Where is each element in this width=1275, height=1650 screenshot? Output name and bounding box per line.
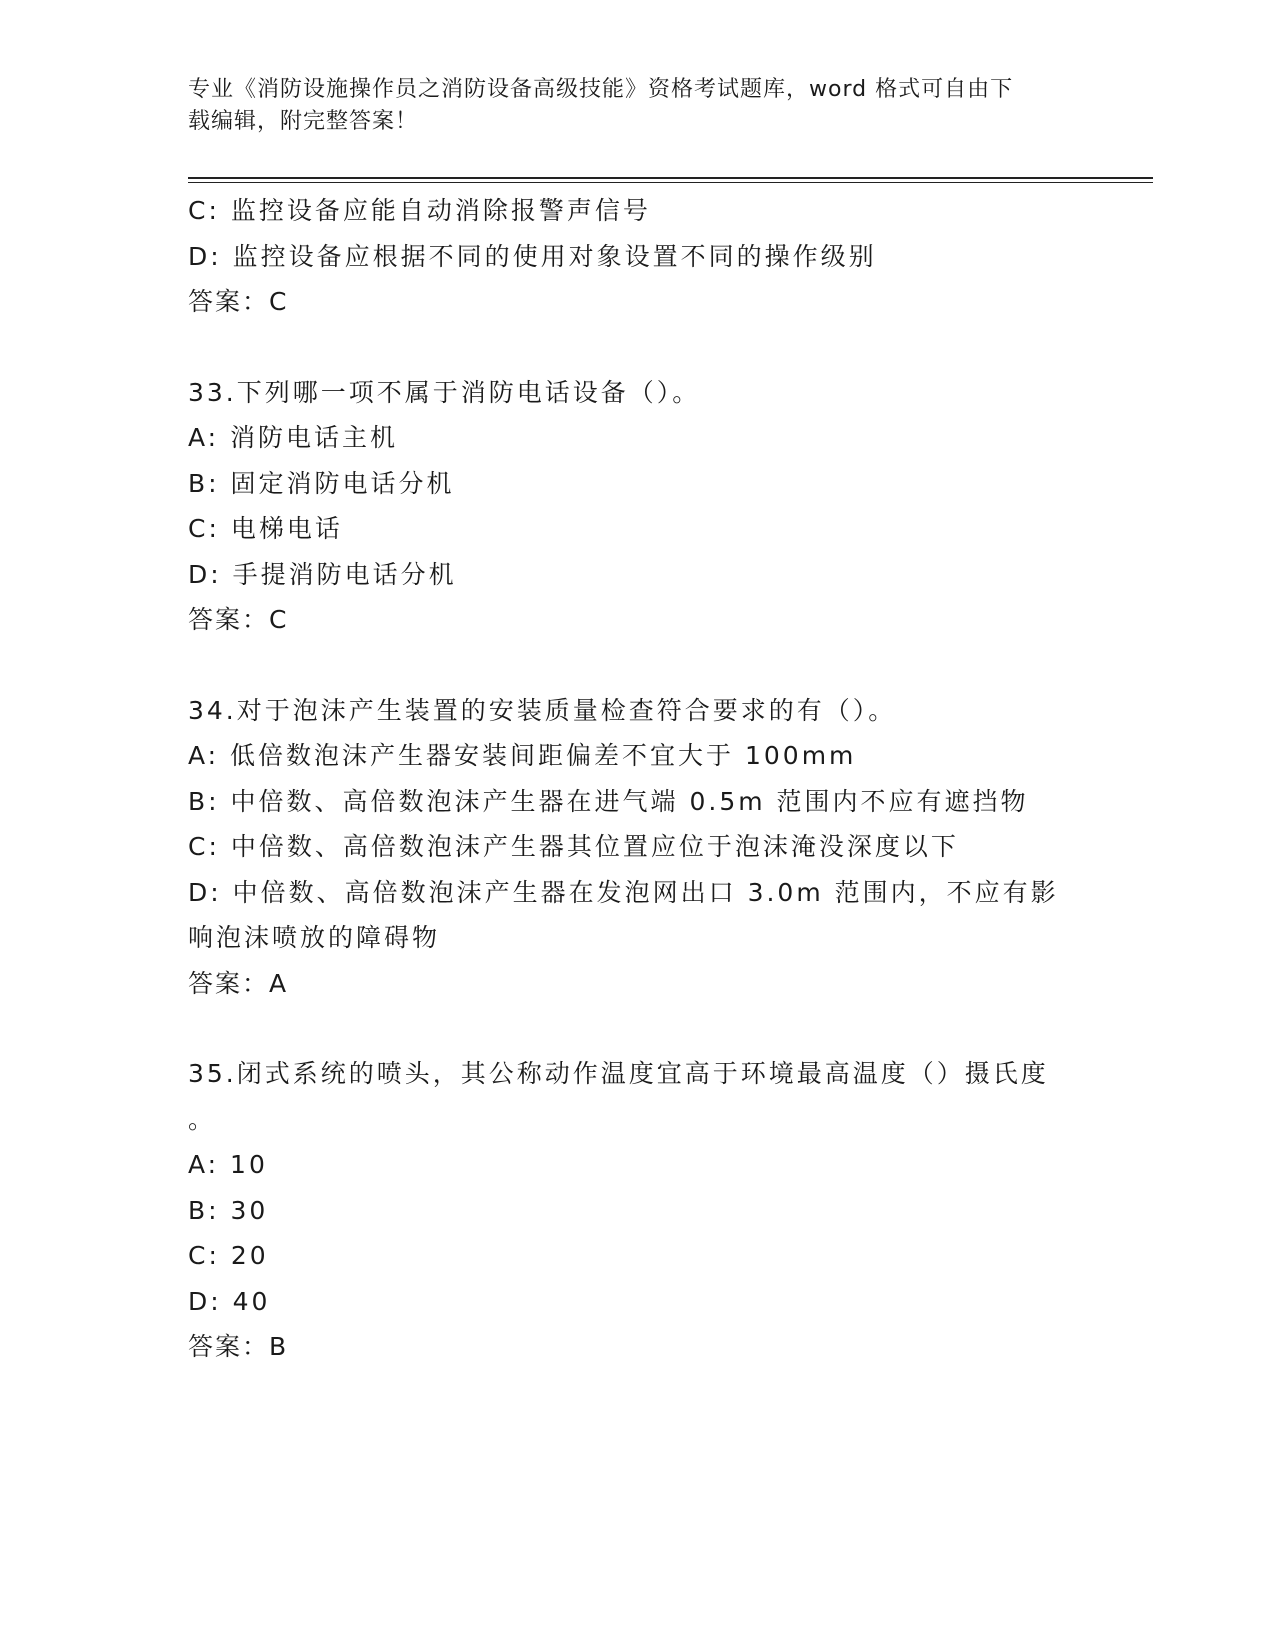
- question-34: [188, 688, 1088, 1007]
- header-line-1: 专业《消防设施操作员之消防设备高级技能》资格考试题库，word 格式可自由下: [188, 77, 1014, 102]
- option-d: D: 40: [188, 1286, 271, 1316]
- option-d: D: 监控设备应根据不同的使用对象设置不同的操作级别: [188, 241, 877, 271]
- question-32-fragment: [188, 188, 1088, 325]
- option-a: A: 10: [188, 1150, 268, 1179]
- option-b: B: 30: [188, 1195, 269, 1225]
- question-list: [188, 188, 1088, 1370]
- answer: 答案：C: [188, 287, 289, 316]
- question-text: 35.闭式系统的喷头，其公称动作温度宜高于环境最高温度（）摄氏度: [188, 1059, 1049, 1088]
- option-c: C: 20: [188, 1241, 269, 1270]
- option-c: C: 监控设备应能自动消除报警声信号: [188, 196, 651, 225]
- answer: 答案：C: [188, 605, 289, 634]
- option-a: A: 消防电话主机: [188, 423, 399, 452]
- option-b: B: 中倍数、高倍数泡沫产生器在进气端 0.5m 范围内不应有遮挡物: [188, 786, 1029, 816]
- option-b: B: 固定消防电话分机: [188, 468, 455, 498]
- header-divider: [188, 177, 1153, 183]
- option-d-continued: 响泡沫喷放的障碍物: [188, 923, 441, 952]
- spacer: [188, 643, 1088, 688]
- option-a: A: 低倍数泡沫产生器安装间距偏差不宜大于 100mm: [188, 741, 857, 770]
- option-d: D: 手提消防电话分机: [188, 559, 457, 589]
- question-text-continued: 。: [188, 1104, 217, 1134]
- option-d: D: 中倍数、高倍数泡沫产生器在发泡网出口 3.0m 范围内，不应有影: [188, 877, 1059, 907]
- question-text: 34.对于泡沫产生装置的安装质量检查符合要求的有（）。: [188, 695, 897, 725]
- spacer: [188, 1006, 1088, 1051]
- answer: 答案：B: [188, 1332, 289, 1361]
- header-line-2: 载编辑，附完整答案！: [188, 109, 419, 134]
- document-header: [188, 74, 1068, 138]
- question-35: [188, 1051, 1088, 1370]
- option-c: C: 中倍数、高倍数泡沫产生器其位置应位于泡沫淹没深度以下: [188, 832, 959, 861]
- answer: 答案：A: [188, 968, 289, 998]
- spacer: [188, 325, 1088, 370]
- question-33: [188, 370, 1088, 643]
- question-text: 33.下列哪一项不属于消防电话设备（）。: [188, 377, 701, 407]
- option-c: C: 电梯电话: [188, 514, 343, 543]
